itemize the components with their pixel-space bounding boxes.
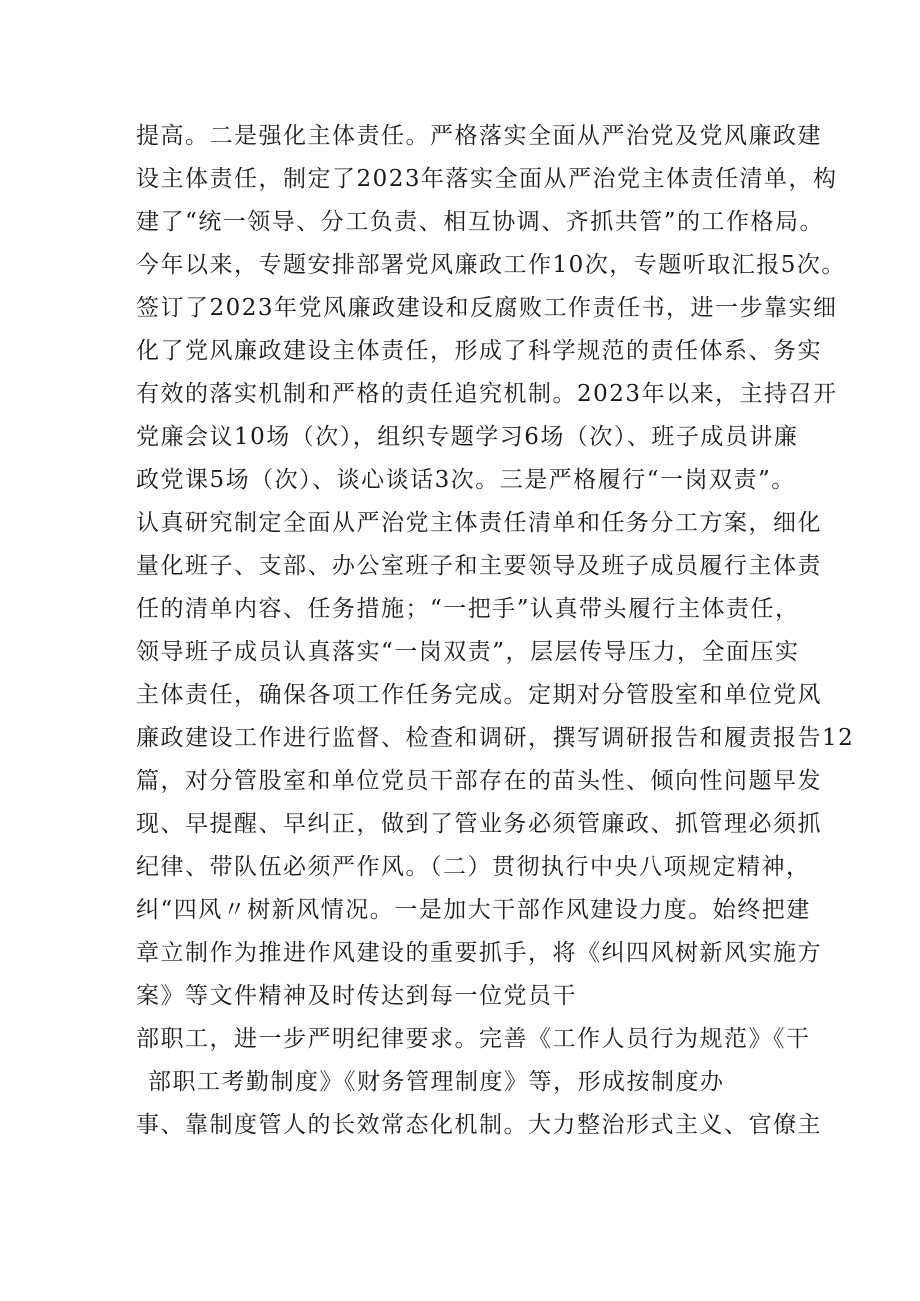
text-line: 设主体责任，制定了2023年落实全面从严治党主体责任清单，构: [136, 166, 838, 192]
text-line: 认真研究制定全面从严治党主体责任清单和任务分工方案，细化: [136, 510, 822, 536]
text-line: 现、早提醒、早纠正，做到了管业务必须管廉政、抓管理必须抓: [136, 811, 822, 837]
text-line: 今年以来，专题安排部署党风廉政工作10次，专题听取汇报5次。: [136, 252, 846, 278]
text-line: 领导班子成员认真落实“一岗双责”，层层传导压力，全面压实: [136, 639, 800, 665]
text-line: 事、靠制度管人的长效常态化机制。大力整治形式主义、官僚主: [136, 1112, 822, 1138]
text-line: 廉政建设工作进行监督、检查和调研，撰写调研报告和履责报告12: [136, 725, 855, 751]
text-line: 章立制作为推进作风建设的重要抓手，将《纠四风树新风实施方: [136, 940, 822, 966]
text-line: 主体责任，确保各项工作任务完成。定期对分管股室和单位党风: [136, 682, 822, 708]
text-line: 提高。二是强化主体责任。严格落实全面从严治党及党风廉政建: [136, 123, 822, 149]
text-line: 化了党风廉政建设主体责任，形成了科学规范的责任体系、务实: [136, 338, 822, 364]
text-line: 纪律、带队伍必须严作风。（二）贯彻执行中央八项规定精神，: [136, 854, 811, 880]
text-line: 部职工考勤制度》《财务管理制度》等，形成按制度办: [148, 1069, 725, 1095]
text-line: 党廉会议10场（次），组织专题学习6场（次）、班子成员讲廉: [136, 424, 799, 450]
text-line: 建了“统一领导、分工负责、相互协调、齐抓共管”的工作格局。: [136, 209, 825, 235]
text-line: 量化班子、支部、办公室班子和主要领导及班子成员履行主体责: [136, 553, 822, 579]
body-text: [136, 115, 855, 1147]
text-line: 任的清单内容、任务措施；“一把手”认真带头履行主体责任，: [136, 596, 800, 622]
text-line: 政党课5场（次）、谈心谈话3次。三是严格履行“一岗双责”。: [136, 467, 796, 493]
text-line: 案》等文件精神及时传达到每一位党员干: [136, 983, 577, 1009]
text-line: 纠“四风〃树新风情况。一是加大干部作风建设力度。始终把建: [136, 897, 811, 923]
text-line: 签订了2023年党风廉政建设和反腐败工作责任书，进一步靠实细: [136, 295, 838, 321]
text-line: 有效的落实机制和严格的责任追究机制。2023年以来，主持召开: [136, 381, 838, 407]
text-line: 篇，对分管股室和单位党员干部存在的苗头性、倾向性问题早发: [136, 768, 822, 794]
text-line: 部职工，进一步严明纪律要求。完善《工作人员行为规范》《干: [136, 1026, 811, 1052]
